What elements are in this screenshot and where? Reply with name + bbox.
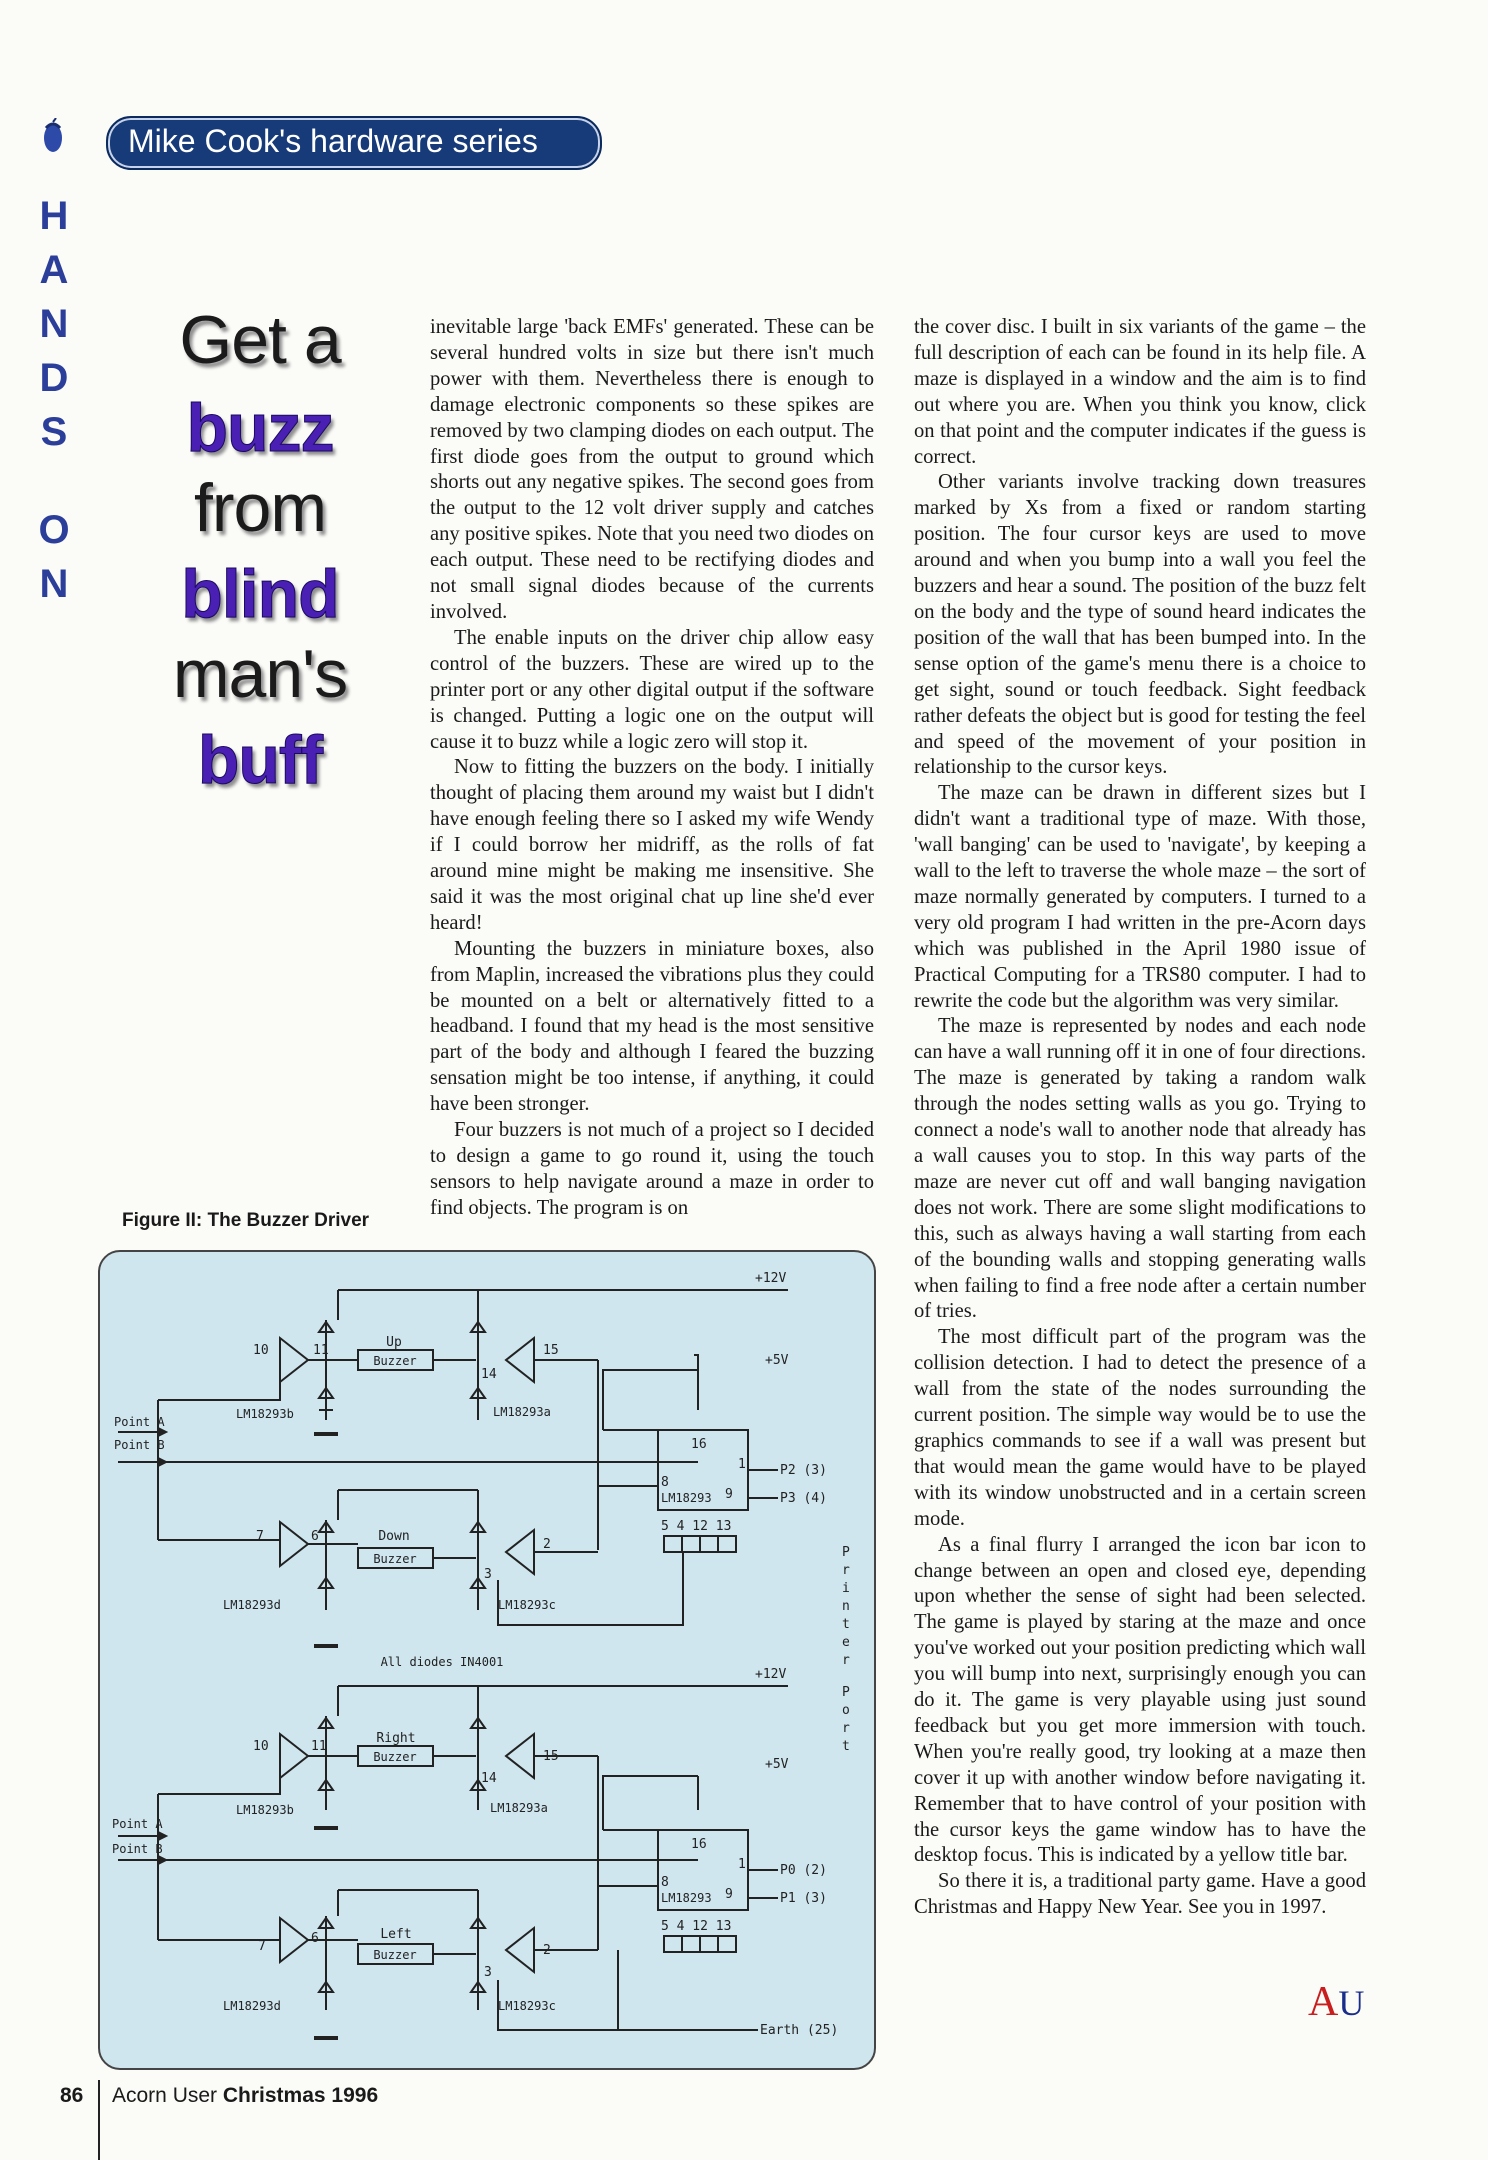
title-line-6: buff <box>197 722 323 798</box>
chip-main-top: LM18293 <box>661 1491 712 1505</box>
pin-11: 11 <box>313 1343 329 1358</box>
chip-a-right: LM18293a <box>490 1801 548 1815</box>
side-label-n: N <box>39 302 69 346</box>
label-12v: +12V <box>755 1271 787 1286</box>
pin-10: 10 <box>253 1343 269 1358</box>
pin-1-top: 1 <box>738 1457 746 1472</box>
pin-10-lower: 10 <box>253 1739 269 1754</box>
paragraph: Mounting the buzzers in miniature boxes, also from Maplin, increased the vibrations plus they could be mounted on a belt or alternatively fitted to a headband. I found that my head is the most sensitive part of the body and although I feared the buzzing sensation might be too intense, if anything, it could have been stronger. <box>430 937 874 1116</box>
acorn-icon <box>40 118 66 156</box>
printer-port-letter: n <box>842 1599 850 1614</box>
side-label-o: O <box>38 508 70 552</box>
pin-3-lower: 3 <box>484 1965 492 1980</box>
paragraph: As a final flurry I arranged the icon bar icon to change between an open and closed eye, depending upon whether the sense of sight had been selected. The game is played by staring at the maze and once you've worked out your position predicting which wall you will bump into next, surprisingly enough you can do it. The game is very playable using just sound feedback but you get more immersion with touch. When you're really good, try looking at a maze then cover it up with another window before navigating it. Remember that to have control of your position with the cursor keys the game window has to have the desktop focus. This is indicated by a yellow title bar. <box>914 1533 1366 1867</box>
pin-14: 14 <box>481 1367 497 1382</box>
pin-15: 15 <box>543 1343 559 1358</box>
chip-b-up: LM18293b <box>236 1407 294 1421</box>
printer-port-letter: r <box>842 1653 850 1668</box>
label-5v: +5V <box>765 1353 789 1368</box>
side-label-d: D <box>39 356 69 400</box>
paragraph: inevitable large 'back EMFs' generated. These can be several hundred volts in size but there isn't much power with them. Nevertheless there is enough to damage electronic components so these spikes are removed by two clamping diodes on each output. The first diode goes from the output to ground which shorts out any negative spikes. The second goes from the output to the 12 volt driver supply and catches any positive spikes. Note that you need two diodes on each output. These need to be rectifying diodes and not small signal diodes because of the currents involved. <box>430 316 874 623</box>
paragraph: the cover disc. I built in six variants of the game – the full description of each can be found in its help file. A maze is displayed in a window and the aim is to find out where you are. When you think you know, click on that point and the computer indicates if the guess is correct. <box>914 316 1366 468</box>
title-line-3: from <box>194 470 326 546</box>
title-line-1: Get a <box>179 302 341 378</box>
printer-port-letter: t <box>842 1739 850 1754</box>
title-line-2: buzz <box>186 390 334 466</box>
side-label-n2: N <box>39 562 69 606</box>
printer-port-letter: P <box>842 1685 850 1700</box>
pin-11-lower: 11 <box>311 1739 327 1754</box>
label-buzzer-left: Buzzer <box>373 1948 417 1962</box>
label-point-a-top: Point A <box>114 1415 165 1429</box>
printer-port-letter: i <box>842 1581 850 1596</box>
label-earth: Earth (25) <box>760 2023 839 2038</box>
title-line-4: blind <box>181 556 339 632</box>
pin-7: 7 <box>256 1529 264 1544</box>
pin-9-bottom: 9 <box>725 1887 733 1902</box>
title-line-5: man's <box>172 636 348 712</box>
paragraph: The enable inputs on the driver chip allow easy control of the buzzers. These are wired up to the printer port or any other digital output if the software is changed. Putting a logic one on the output will cause it to buzz while a logic zero will stop it. <box>430 626 874 753</box>
chip-c-down: LM18293c <box>498 1598 556 1612</box>
label-point-a-bottom: Point A <box>112 1817 163 1831</box>
label-p3: P3 (4) <box>780 1491 827 1506</box>
paragraph: The maze can be drawn in different sizes but I didn't want a traditional type of maze. With those, 'wall banging' can be used to 'navigate', by keeping a wall to the left to traverse the whole maze – the sort of maze normally generated by computers. I turned to a very old program I had written in the pre-Acorn days which was published in the April 1980 issue of Practical Computing for a TRS80 computer. I had to rewrite the code but the algorithm was very similar. <box>914 782 1366 1012</box>
pins-bottom-top: 5 4 12 13 <box>661 1519 732 1534</box>
chip-b-right: LM18293b <box>236 1803 294 1817</box>
pin-16-bottom: 16 <box>691 1837 707 1852</box>
footer-divider <box>98 2080 100 2160</box>
pin-1-bottom: 1 <box>738 1857 746 1872</box>
label-p1: P1 (3) <box>780 1891 827 1906</box>
pin-6-lower: 6 <box>311 1931 319 1946</box>
pin-16-top: 16 <box>691 1437 707 1452</box>
chip-d-down: LM18293d <box>223 1598 281 1612</box>
printer-port-letter: t <box>842 1617 850 1632</box>
label-5v-lower: +5V <box>765 1757 789 1772</box>
paragraph: So there it is, a traditional party game. Have a good Christmas and Happy New Year. See you in 1997. <box>914 1870 1366 1919</box>
label-left: Left <box>380 1927 412 1942</box>
page-number: 86 <box>60 2084 84 2107</box>
label-12v-lower: +12V <box>755 1667 787 1682</box>
paragraph: Now to fitting the buzzers on the body. I initially thought of placing them around my waist but I didn't have enough feeling there so I asked my wife Wendy if I could borrow her midriff, as the rolls of fat around mine might be making me insensitive. She said it was the most original chat up line she'd ever heard! <box>430 756 874 934</box>
buzzer-driver-schematic <box>98 1250 872 2066</box>
label-right: Right <box>376 1731 416 1746</box>
printer-port-letter: r <box>842 1721 850 1736</box>
label-point-b-top: Point B <box>114 1438 165 1452</box>
magazine-name: Acorn User <box>112 2084 218 2107</box>
side-label-h: H <box>39 194 69 238</box>
printer-port-letter: e <box>842 1635 850 1650</box>
pin-7-lower: 7 <box>258 1939 266 1954</box>
issue-name: Christmas 1996 <box>222 2084 379 2107</box>
label-point-b-bottom: Point B <box>112 1842 163 1856</box>
pin-14-lower: 14 <box>481 1771 497 1786</box>
paragraph: The maze is represented by nodes and each node can have a wall running off it in one of four directions. The maze is generated by taking a random walk through the nodes setting walls as you go. Trying to connect a node's wall to another node that already has a wall causes you to stop. In this way parts of the maze are never cut off and wall banging navigation does not work. There are some slight modifications to this, such as always having a wall starting from each of the bounding walls and stopping generating walls when failing to find a free node after a certain number of tries. <box>914 1015 1366 1323</box>
logo-letter-a: A <box>1308 1979 1339 2025</box>
printer-port-letter: r <box>842 1563 850 1578</box>
paragraph: Four buzzers is not much of a project so I decided to design a game to go round it, using the touch sensors to help navigate around a maze in order to find objects. The program is on <box>430 1119 874 1219</box>
pin-2: 2 <box>543 1537 551 1552</box>
pins-bottom-bottom: 5 4 12 13 <box>661 1919 732 1934</box>
magazine-credit <box>112 2084 378 2108</box>
label-buzzer-down: Buzzer <box>373 1552 417 1566</box>
label-up: Up <box>386 1335 402 1350</box>
pin-8-top: 8 <box>661 1475 669 1490</box>
label-buzzer-up: Buzzer <box>373 1354 417 1368</box>
side-label-a: A <box>39 248 69 292</box>
paragraph: Other variants involve tracking down treasures marked by Xs from a fixed or random starting position. The four cursor keys are used to move around and when you bump into a wall you feel the buzzers and hear a sound. The position of the buzz felt on the body and the type of sound heard indicates the position of the wall that has been bumped into. In the sense option of the game's menu there is a choice to get sight, sound or touch feedback. Sight feedback rather defeats the object but is good for testing the feel and speed of the movement of your position in relationship to the cursor keys. <box>914 471 1366 779</box>
chip-main-bottom: LM18293 <box>661 1891 712 1905</box>
label-buzzer-right: Buzzer <box>373 1750 417 1764</box>
label-diodes: All diodes IN4001 <box>380 1655 504 1669</box>
chip-c-left: LM18293c <box>498 1999 556 2013</box>
pin-6: 6 <box>311 1529 319 1544</box>
printer-port-letter: P <box>842 1545 850 1560</box>
pin-2-lower: 2 <box>543 1943 551 1958</box>
pin-9-top: 9 <box>725 1487 733 1502</box>
article-column-1 <box>430 315 874 1222</box>
label-down: Down <box>378 1529 410 1544</box>
logo-letter-u: U <box>1338 1983 1365 2023</box>
chip-d-left: LM18293d <box>223 1999 281 2013</box>
figure-caption: Figure II: The Buzzer Driver <box>122 1210 370 1231</box>
pin-15-lower: 15 <box>543 1749 559 1764</box>
printer-port-letter: o <box>842 1703 850 1718</box>
pin-3: 3 <box>484 1567 492 1582</box>
series-title: Mike Cook's hardware series <box>128 123 538 159</box>
label-p0: P0 (2) <box>780 1863 827 1878</box>
label-p2: P2 (3) <box>780 1463 827 1478</box>
paragraph: The most difficult part of the program was the collision detection. I had to detect the presence of a wall from the state of the nodes surrounding the current position. The simple way would be to use the graphics commands to see if a wall was present but that would mean the game would have to be played with its window unobstructed and in a certain screen mode. <box>914 1326 1366 1530</box>
article-column-2 <box>914 315 1366 1921</box>
side-label-s: S <box>40 410 68 454</box>
pin-8-bottom: 8 <box>661 1875 669 1890</box>
chip-a-up: LM18293a <box>493 1405 551 1419</box>
acorn-user-logo <box>1308 1978 1364 2026</box>
